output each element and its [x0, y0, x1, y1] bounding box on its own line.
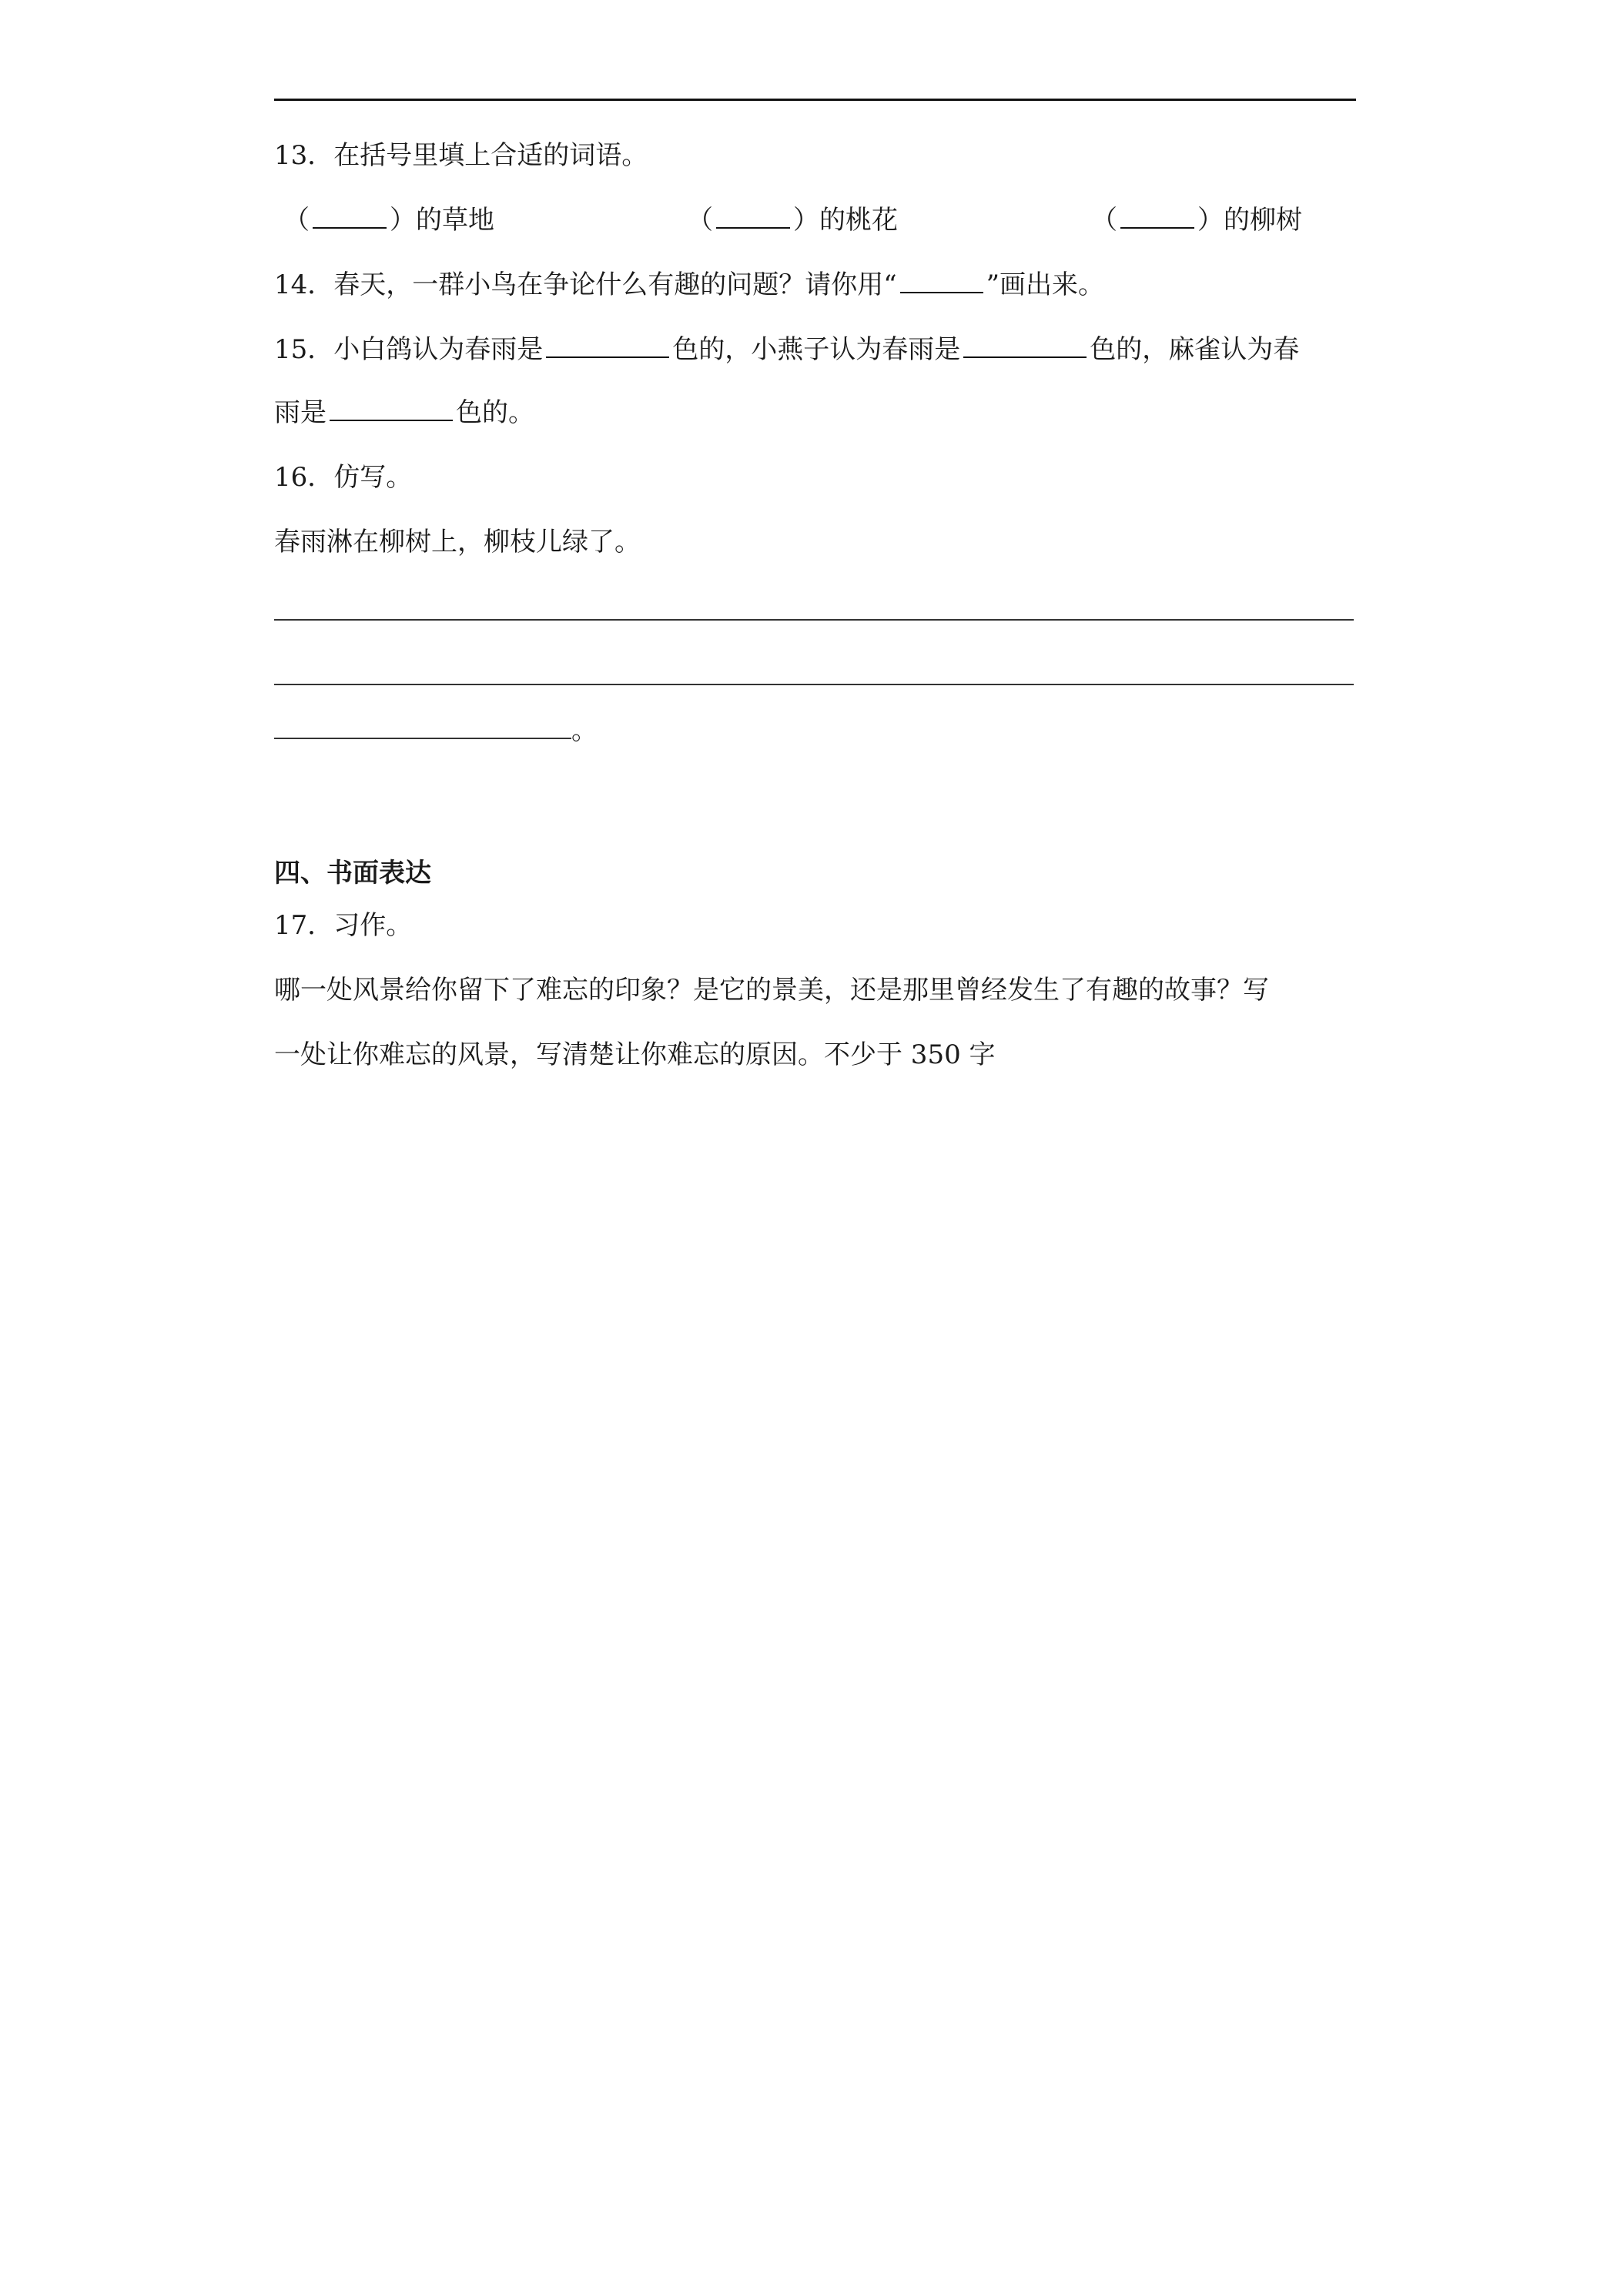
q16-answer-line-1[interactable] — [274, 619, 1354, 621]
q13-item-1-open: （ — [283, 205, 310, 236]
q15-blank-3[interactable] — [330, 398, 453, 421]
q13-prompt: 13．在括号里填上合适的词语。 — [274, 140, 648, 171]
q13-item-3-noun: 的柳树 — [1224, 205, 1302, 236]
q13-item-1-close: ） — [390, 205, 416, 236]
q14-blank[interactable] — [900, 270, 983, 293]
q16-prompt: 16．仿写。 — [274, 462, 413, 493]
q16-end-mark: 。 — [571, 715, 598, 746]
q14-line — [274, 269, 1104, 300]
q15-part5: 色的。 — [456, 397, 534, 428]
q15-blank-1[interactable] — [546, 335, 669, 358]
q13-item-3-open: （ — [1091, 205, 1117, 236]
q16-answer-line-3[interactable] — [274, 715, 598, 746]
q15-line-1 — [274, 334, 1299, 365]
q13-item-1-noun: 的草地 — [416, 205, 494, 236]
q13-blank-3[interactable] — [1120, 206, 1194, 229]
q13-item-2-close: ） — [793, 205, 819, 236]
q15-part4: 雨是 — [274, 397, 326, 428]
q15-part1: 15．小白鸽认为春雨是 — [274, 334, 544, 365]
q13-item-2-open: （ — [687, 205, 713, 236]
q13-item-2 — [687, 205, 898, 236]
q14-prefix: 14．春天，一群小鸟在争论什么有趣的问题？请你用“ — [274, 269, 897, 300]
q16-answer-line-2[interactable] — [274, 684, 1354, 685]
q13-item-3-close: ） — [1197, 205, 1224, 236]
q15-part3: 色的，麻雀认为春 — [1090, 334, 1300, 365]
section-4-heading: 四、书面表达 — [274, 858, 431, 889]
q15-blank-2[interactable] — [963, 335, 1087, 358]
q15-part2: 色的，小燕子认为春雨是 — [672, 334, 961, 365]
q17-instructions-line-1: 哪一处风景给你留下了难忘的印象？是它的景美，还是那里曾经发生了有趣的故事？写 — [274, 975, 1269, 1006]
q13-blank-2[interactable] — [716, 206, 790, 229]
q14-suffix: ”画出来。 — [986, 269, 1105, 300]
q17-instructions-line-2: 一处让你难忘的风景，写清楚让你难忘的原因。不少于 350 字 — [274, 1039, 996, 1070]
q16-answer-line-3-blank[interactable] — [274, 715, 571, 739]
header-rule — [274, 99, 1356, 101]
q13-item-3 — [1091, 205, 1302, 236]
q13-blank-1[interactable] — [313, 206, 387, 229]
q13-item-2-noun: 的桃花 — [819, 205, 898, 236]
q15-line-2 — [274, 397, 534, 428]
q13-item-1 — [283, 205, 494, 236]
q17-prompt: 17．习作。 — [274, 910, 413, 941]
q16-example: 春雨淋在柳树上，柳枝儿绿了。 — [274, 527, 641, 557]
